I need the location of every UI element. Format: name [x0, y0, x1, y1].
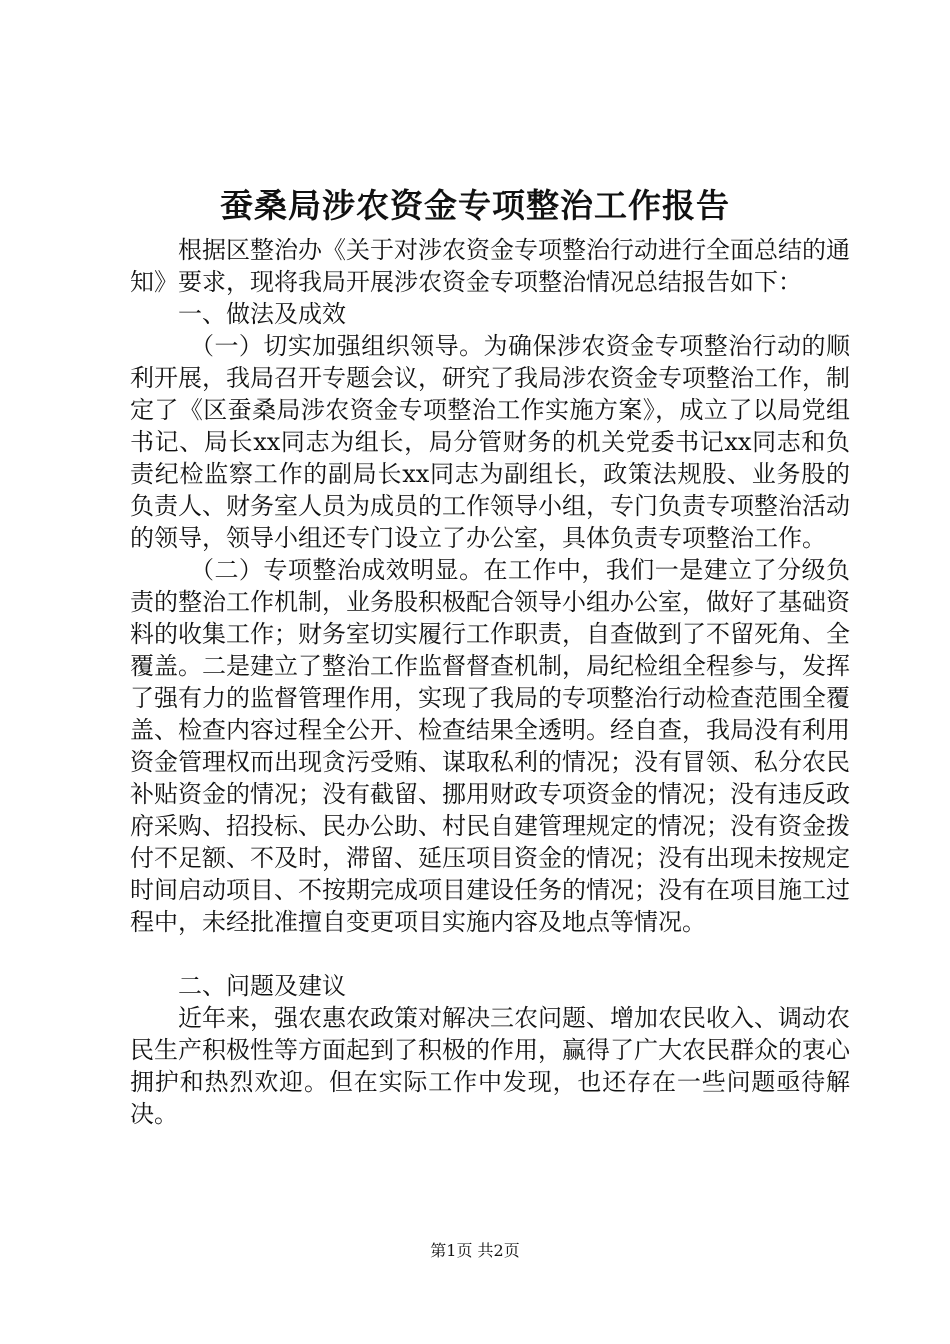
- heading-section-1: 一、做法及成效: [178, 300, 346, 328]
- document-title: 蚕桑局涉农资金专项整治工作报告: [220, 186, 730, 225]
- paragraph-intro: 根据区整治办《关于对涉农资金专项整治行动进行全面总结的通知》要求，现将我局开展涉农资金专项整治情况总结报告如下：: [130, 236, 850, 296]
- paragraph-gap: [130, 938, 850, 970]
- heading-section-2: 二、问题及建议: [178, 972, 346, 1000]
- page-number: 第1页 共2页: [430, 1241, 520, 1260]
- document-body: [130, 234, 850, 1130]
- paragraph-organization: （一）切实加强组织领导。为确保涉农资金专项整治行动的顺利开展，我局召开专题会议，研究了我局涉农资金专项整治工作，制定了《区蚕桑局涉农资金专项整治工作实施方案》，成立了以局党组书记、局长xx同志为组长，局分管财务的机关党委书记xx同志和负责纪检监察工作的副局长xx同志为副组长，政策法规股、业务股的负责人、财务室人员为成员的工作领导小组，专门负责专项整治活动的领导，领导小组还专门设立了办公室，具体负责专项整治工作。: [130, 332, 850, 552]
- paragraph-problems: 近年来，强农惠农政策对解决三农问题、增加农民收入、调动农民生产积极性等方面起到了积极的作用，赢得了广大农民群众的衷心拥护和热烈欢迎。但在实际工作中发现，也还存在一些问题亟待解决。: [130, 1004, 850, 1128]
- paragraph-results: （二）专项整治成效明显。在工作中，我们一是建立了分级负责的整治工作机制，业务股积极配合领导小组办公室，做好了基础资料的收集工作；财务室切实履行工作职责，自查做到了不留死角、全覆盖。二是建立了整治工作监督督查机制，局纪检组全程参与，发挥了强有力的监督管理作用，实现了我局的专项整治行动检查范围全覆盖、检查内容过程全公开、检查结果全透明。经自查，我局没有利用资金管理权而出现贪污受贿、谋取私利的情况；没有冒领、私分农民补贴资金的情况；没有截留、挪用财政专项资金的情况；没有违反政府采购、招投标、民办公助、村民自建管理规定的情况；没有资金拨付不足额、不及时，滞留、延压项目资金的情况；没有出现未按规定时间启动项目、不按期完成项目建设任务的情况；没有在项目施工过程中，未经批准擅自变更项目实施内容及地点等情况。: [130, 556, 850, 936]
